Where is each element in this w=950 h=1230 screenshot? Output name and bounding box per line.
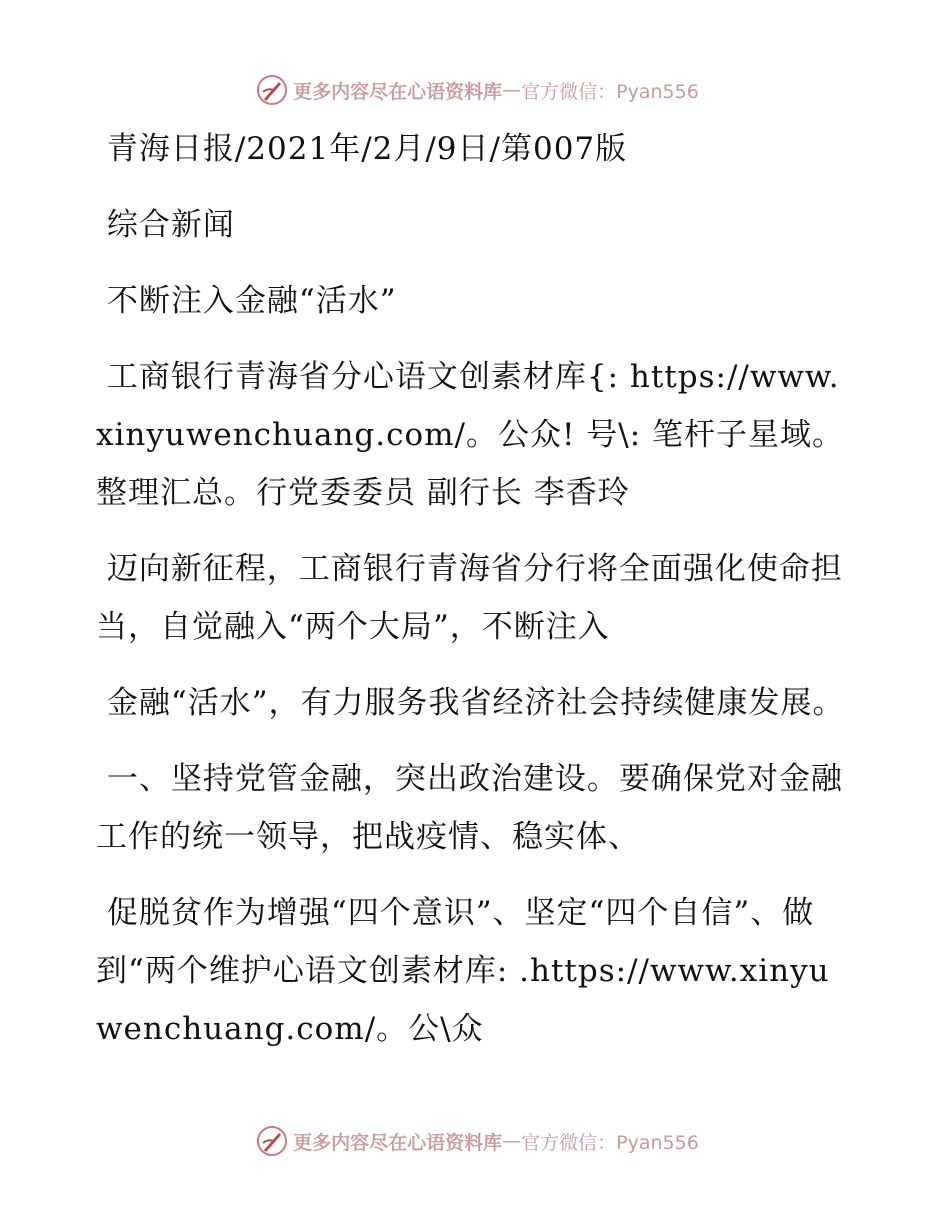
watermark-bottom — [0, 1121, 950, 1161]
document-body — [96, 120, 856, 1058]
newspaper-source-line: 青海日报/2021年/2月/9日/第007版 — [96, 131, 628, 167]
watermark-contact: 官方微信：Pyan556 — [521, 1131, 699, 1154]
watermark-top — [0, 70, 950, 110]
watermark-text: 更多内容尽在心语资料库 — [293, 1131, 503, 1154]
quill-logo-icon — [255, 1124, 289, 1158]
quill-logo-icon — [255, 73, 289, 107]
author-paragraph: 工商银行青海省分心语文创素材库{: https://www.xinyuwenchuang.com/。公众! 号\: 笔杆子星域。整理汇总。行党委委员 副行长 李香玲 — [96, 359, 845, 511]
article-title: 不断注入金融“活水” — [96, 283, 397, 319]
watermark-separator: — — [502, 1130, 522, 1152]
watermark-separator: — — [502, 79, 522, 101]
body-paragraph: 迈向新征程，工商银行青海省分行将全面强化使命担当，自觉融入“两个大局”，不断注入 — [96, 551, 843, 645]
body-paragraph: 促脱贫作为增强“四个意识”、坚定“四个自信”、做到“两个维护心语文创素材库: .https://www.xinyuwenchuang.com/。公\众 — [96, 895, 830, 1047]
body-paragraph: 一、坚持党管金融，突出政治建设。要确保党对金融工作的统一领导，把战疫情、稳实体、 — [96, 761, 843, 855]
watermark-contact: 官方微信：Pyan556 — [521, 80, 699, 103]
body-paragraph: 金融“活水”，有力服务我省经济社会持续健康发展。 — [96, 685, 845, 721]
section-name: 综合新闻 — [96, 207, 235, 243]
watermark-text: 更多内容尽在心语资料库 — [293, 80, 503, 103]
